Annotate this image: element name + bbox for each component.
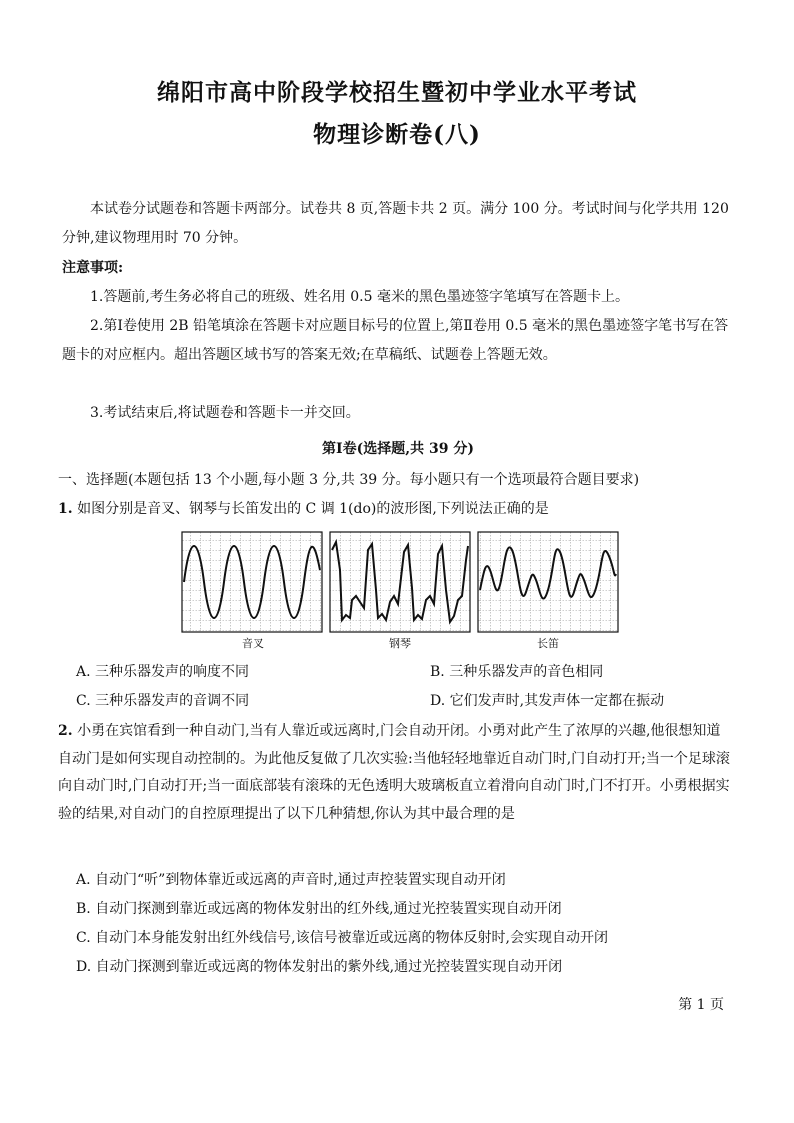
piano-panel <box>330 532 470 632</box>
notice-item-2: 2.第Ⅰ卷使用 2B 铅笔填涂在答题卡对应题目标号的位置上,第Ⅱ卷用 0.5 毫米的黑色墨迹签字笔书写在答题卡的对应框内。超出答题区域书写的答案无效;在草稿纸、试题卷上答题无效。 <box>62 318 729 363</box>
flute-panel <box>478 532 618 632</box>
question-2-text: 小勇在宾馆看到一种自动门,当有人靠近或远离时,门会自动开闭。小勇对此产生了浓厚的兴趣,他很想知道自动门是如何实现自动控制的。为此他反复做了几次实验:当他轻轻地靠近自动门时,门自动打开;当一个足球滚向自动门时,门自动打开;当一面底部装有滚珠的无色透明大玻璃板直立着滑向自动门时,门不打开。小勇根据实验的结果,对自动门的自控原理提出了以下几种猜想,你认为其中最合理的是 <box>58 723 730 822</box>
q1-option-a[interactable]: A. 三种乐器发声的响度不同 <box>76 664 250 680</box>
question-1-stem <box>58 495 748 524</box>
section-instruction: 一、选择题(本题包括 13 个小题,每小题 3 分,共 39 分。每小题只有一个选项最符合题目要求) <box>58 472 640 488</box>
question-2-stem <box>58 718 734 828</box>
exam-title: 绵阳市高中阶段学校招生暨初中学业水平考试 <box>157 79 637 106</box>
q2-option-c[interactable]: C. 自动门本身能发射出红外线信号,该信号被靠近或远离的物体反射时,会实现自动开闭 <box>76 930 609 946</box>
exam-subtitle: 物理诊断卷(八) <box>313 121 481 148</box>
page-number: 第 1 页 <box>678 997 724 1013</box>
question-2-number: 2. <box>58 723 73 739</box>
q1-option-b[interactable]: B. 三种乐器发声的音色相同 <box>430 664 604 680</box>
question-1-text: 如图分别是音叉、钢琴与长笛发出的 C 调 1(do)的波形图,下列说法正确的是 <box>77 501 549 517</box>
q1-option-c[interactable]: C. 三种乐器发声的音调不同 <box>76 693 250 709</box>
section-title: 第Ⅰ卷(选择题,共 39 分) <box>322 441 474 457</box>
notice-item-1: 1.答题前,考生务必将自己的班级、姓名用 0.5 毫米的黑色墨迹签字笔填写在答题卡上。 <box>90 289 629 305</box>
caption-piano: 钢琴 <box>389 637 411 650</box>
waveform-svg <box>180 530 620 635</box>
notice-item-3: 3.考试结束后,将试题卷和答题卡一并交回。 <box>90 405 360 421</box>
caption-flute: 长笛 <box>537 637 559 650</box>
q1-option-d[interactable]: D. 它们发声时,其发声体一定都在振动 <box>430 693 665 709</box>
intro-paragraph: 本试卷分试题卷和答题卡两部分。试卷共 8 页,答题卡共 2 页。满分 100 分。考试时间与化学共用 120 分钟,建议物理用时 70 分钟。 <box>62 201 729 246</box>
q2-option-a[interactable]: A. 自动门“听”到物体靠近或远离的声音时,通过声控装置实现自动开闭 <box>76 872 506 888</box>
tuning-fork-panel <box>182 532 322 632</box>
q2-option-d[interactable]: D. 自动门探测到靠近或远离的物体发射出的紫外线,通过光控装置实现自动开闭 <box>76 959 563 975</box>
question-1-number: 1. <box>58 501 73 517</box>
notice-heading: 注意事项: <box>62 260 124 276</box>
q2-option-b[interactable]: B. 自动门探测到靠近或远离的物体发射出的红外线,通过光控装置实现自动开闭 <box>76 901 562 917</box>
caption-tuning-fork: 音叉 <box>242 637 264 650</box>
